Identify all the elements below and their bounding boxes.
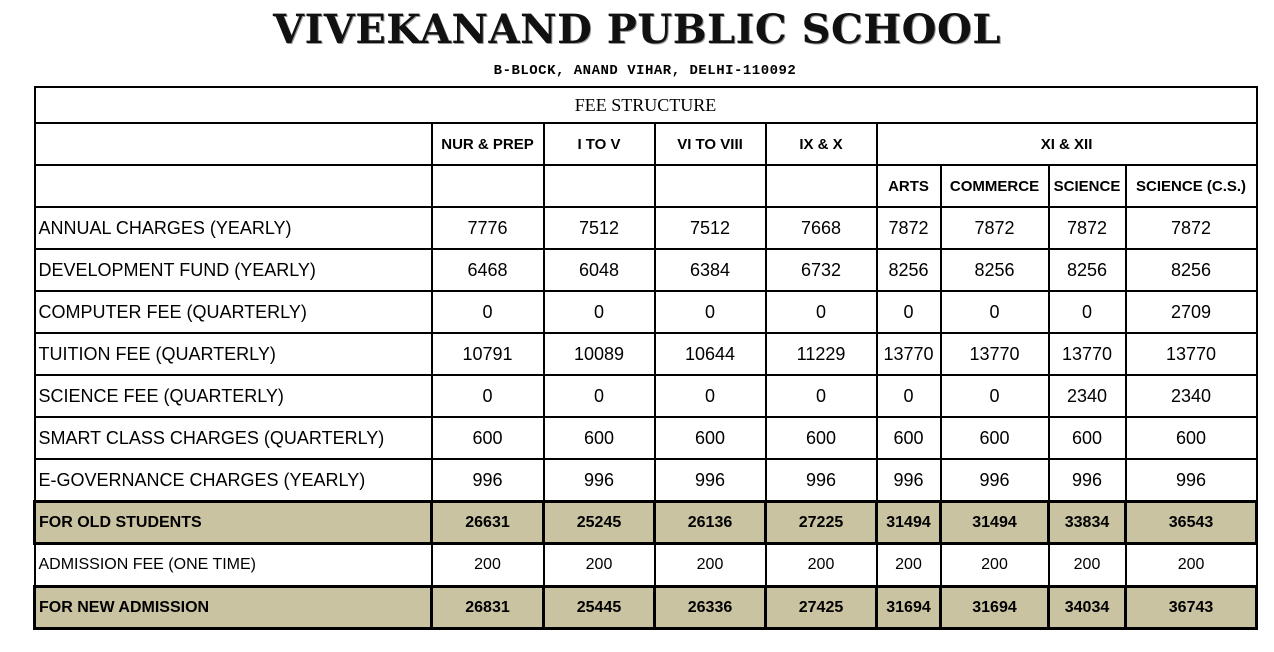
fee-cell: 200 — [1049, 544, 1126, 587]
fee-cell: 8256 — [1126, 249, 1257, 291]
subheader-arts: ARTS — [877, 165, 941, 207]
fee-structure-table — [33, 86, 1258, 630]
fee-cell: 13770 — [1126, 333, 1257, 375]
total-cell: 26336 — [655, 587, 766, 629]
fee-cell: 6048 — [544, 249, 655, 291]
group-header-row — [35, 123, 1257, 165]
row-label: FOR OLD STUDENTS — [35, 502, 432, 544]
total-cell: 26136 — [655, 502, 766, 544]
fee-cell: 7872 — [877, 207, 941, 249]
total-cell: 27225 — [766, 502, 877, 544]
fee-cell: 200 — [432, 544, 544, 587]
fee-cell: 13770 — [1049, 333, 1126, 375]
total-cell: 33834 — [1049, 502, 1126, 544]
fee-row — [35, 291, 1257, 333]
row-label: DEVELOPMENT FUND (YEARLY) — [35, 249, 432, 291]
fee-cell: 8256 — [877, 249, 941, 291]
subheader-commerce: COMMERCE — [941, 165, 1049, 207]
fee-row — [35, 417, 1257, 459]
total-cell: 31494 — [877, 502, 941, 544]
fee-cell: 6732 — [766, 249, 877, 291]
fee-cell: 0 — [432, 291, 544, 333]
fee-cell: 200 — [941, 544, 1049, 587]
subheader-blank — [432, 165, 544, 207]
fee-cell: 7668 — [766, 207, 877, 249]
fee-cell: 0 — [544, 375, 655, 417]
fee-cell: 8256 — [1049, 249, 1126, 291]
fee-cell: 0 — [766, 291, 877, 333]
fee-cell: 600 — [1126, 417, 1257, 459]
fee-cell: 2340 — [1049, 375, 1126, 417]
row-label: FOR NEW ADMISSION — [35, 587, 432, 629]
row-label: ADMISSION FEE (ONE TIME) — [35, 544, 432, 587]
total-cell: 31494 — [941, 502, 1049, 544]
fee-cell: 600 — [766, 417, 877, 459]
fee-cell: 10089 — [544, 333, 655, 375]
old-students-total-row — [35, 502, 1257, 544]
row-label: SCIENCE FEE (QUARTERLY) — [35, 375, 432, 417]
fee-cell: 600 — [544, 417, 655, 459]
subheader-blank — [35, 165, 432, 207]
subheader-science: SCIENCE — [1049, 165, 1126, 207]
fee-cell: 996 — [766, 459, 877, 502]
subheader-science-cs: SCIENCE (C.S.) — [1126, 165, 1257, 207]
fee-cell: 0 — [655, 375, 766, 417]
fee-cell: 7872 — [1126, 207, 1257, 249]
fee-cell: 13770 — [941, 333, 1049, 375]
fee-row — [35, 207, 1257, 249]
header-xi-xii: XI & XII — [877, 123, 1257, 165]
row-label: TUITION FEE (QUARTERLY) — [35, 333, 432, 375]
header-nur-prep: NUR & PREP — [432, 123, 544, 165]
row-label: E-GOVERNANCE CHARGES (YEARLY) — [35, 459, 432, 502]
fee-cell: 6384 — [655, 249, 766, 291]
fee-cell: 996 — [941, 459, 1049, 502]
fee-cell: 7512 — [544, 207, 655, 249]
fee-cell: 0 — [766, 375, 877, 417]
fee-cell: 0 — [655, 291, 766, 333]
fee-cell: 996 — [655, 459, 766, 502]
fee-cell: 996 — [432, 459, 544, 502]
table-title: FEE STRUCTURE — [35, 87, 1257, 123]
fee-cell: 7872 — [941, 207, 1049, 249]
fee-cell: 0 — [544, 291, 655, 333]
sub-header-row — [35, 165, 1257, 207]
fee-cell: 996 — [1049, 459, 1126, 502]
fee-cell: 0 — [941, 291, 1049, 333]
fee-cell: 600 — [1049, 417, 1126, 459]
fee-cell: 6468 — [432, 249, 544, 291]
fee-cell: 7776 — [432, 207, 544, 249]
school-address: B-BLOCK, ANAND VIHAR, DELHI-110092 — [493, 63, 797, 79]
total-cell: 36543 — [1126, 502, 1257, 544]
total-cell: 26631 — [432, 502, 544, 544]
fee-cell: 2340 — [1126, 375, 1257, 417]
fee-cell: 200 — [544, 544, 655, 587]
fee-cell: 2709 — [1126, 291, 1257, 333]
fee-cell: 200 — [655, 544, 766, 587]
fee-cell: 0 — [432, 375, 544, 417]
header-ix-x: IX & X — [766, 123, 877, 165]
total-cell: 34034 — [1049, 587, 1126, 629]
fee-row — [35, 249, 1257, 291]
fee-cell: 0 — [941, 375, 1049, 417]
fee-cell: 996 — [1126, 459, 1257, 502]
fee-cell: 13770 — [877, 333, 941, 375]
admission-fee-row — [35, 544, 1257, 587]
fee-cell: 10644 — [655, 333, 766, 375]
fee-cell: 0 — [877, 291, 941, 333]
subheader-blank — [766, 165, 877, 207]
fee-cell: 600 — [941, 417, 1049, 459]
header-blank — [35, 123, 432, 165]
fee-row — [35, 333, 1257, 375]
header-vi-to-viii: VI TO VIII — [655, 123, 766, 165]
header-i-to-v: I TO V — [544, 123, 655, 165]
fee-row — [35, 459, 1257, 502]
fee-cell: 996 — [877, 459, 941, 502]
fee-cell: 11229 — [766, 333, 877, 375]
subheader-blank — [655, 165, 766, 207]
fee-cell: 200 — [877, 544, 941, 587]
school-name: VIVEKANAND PUBLIC SCHOOL — [273, 6, 1001, 53]
new-admission-total-row — [35, 587, 1257, 629]
fee-cell: 600 — [655, 417, 766, 459]
row-label: SMART CLASS CHARGES (QUARTERLY) — [35, 417, 432, 459]
fee-cell: 600 — [877, 417, 941, 459]
row-label: ANNUAL CHARGES (YEARLY) — [35, 207, 432, 249]
fee-rows — [35, 207, 1257, 502]
fee-cell: 600 — [432, 417, 544, 459]
fee-cell: 0 — [877, 375, 941, 417]
total-cell: 26831 — [432, 587, 544, 629]
total-cell: 31694 — [941, 587, 1049, 629]
fee-cell: 7512 — [655, 207, 766, 249]
fee-cell: 200 — [1126, 544, 1257, 587]
fee-cell: 0 — [1049, 291, 1126, 333]
fee-row — [35, 375, 1257, 417]
total-cell: 25245 — [544, 502, 655, 544]
fee-cell: 7872 — [1049, 207, 1126, 249]
fee-cell: 996 — [544, 459, 655, 502]
total-cell: 36743 — [1126, 587, 1257, 629]
row-label: COMPUTER FEE (QUARTERLY) — [35, 291, 432, 333]
subheader-blank — [544, 165, 655, 207]
total-cell: 31694 — [877, 587, 941, 629]
fee-cell: 10791 — [432, 333, 544, 375]
total-cell: 25445 — [544, 587, 655, 629]
total-cell: 27425 — [766, 587, 877, 629]
fee-cell: 8256 — [941, 249, 1049, 291]
fee-cell: 200 — [766, 544, 877, 587]
